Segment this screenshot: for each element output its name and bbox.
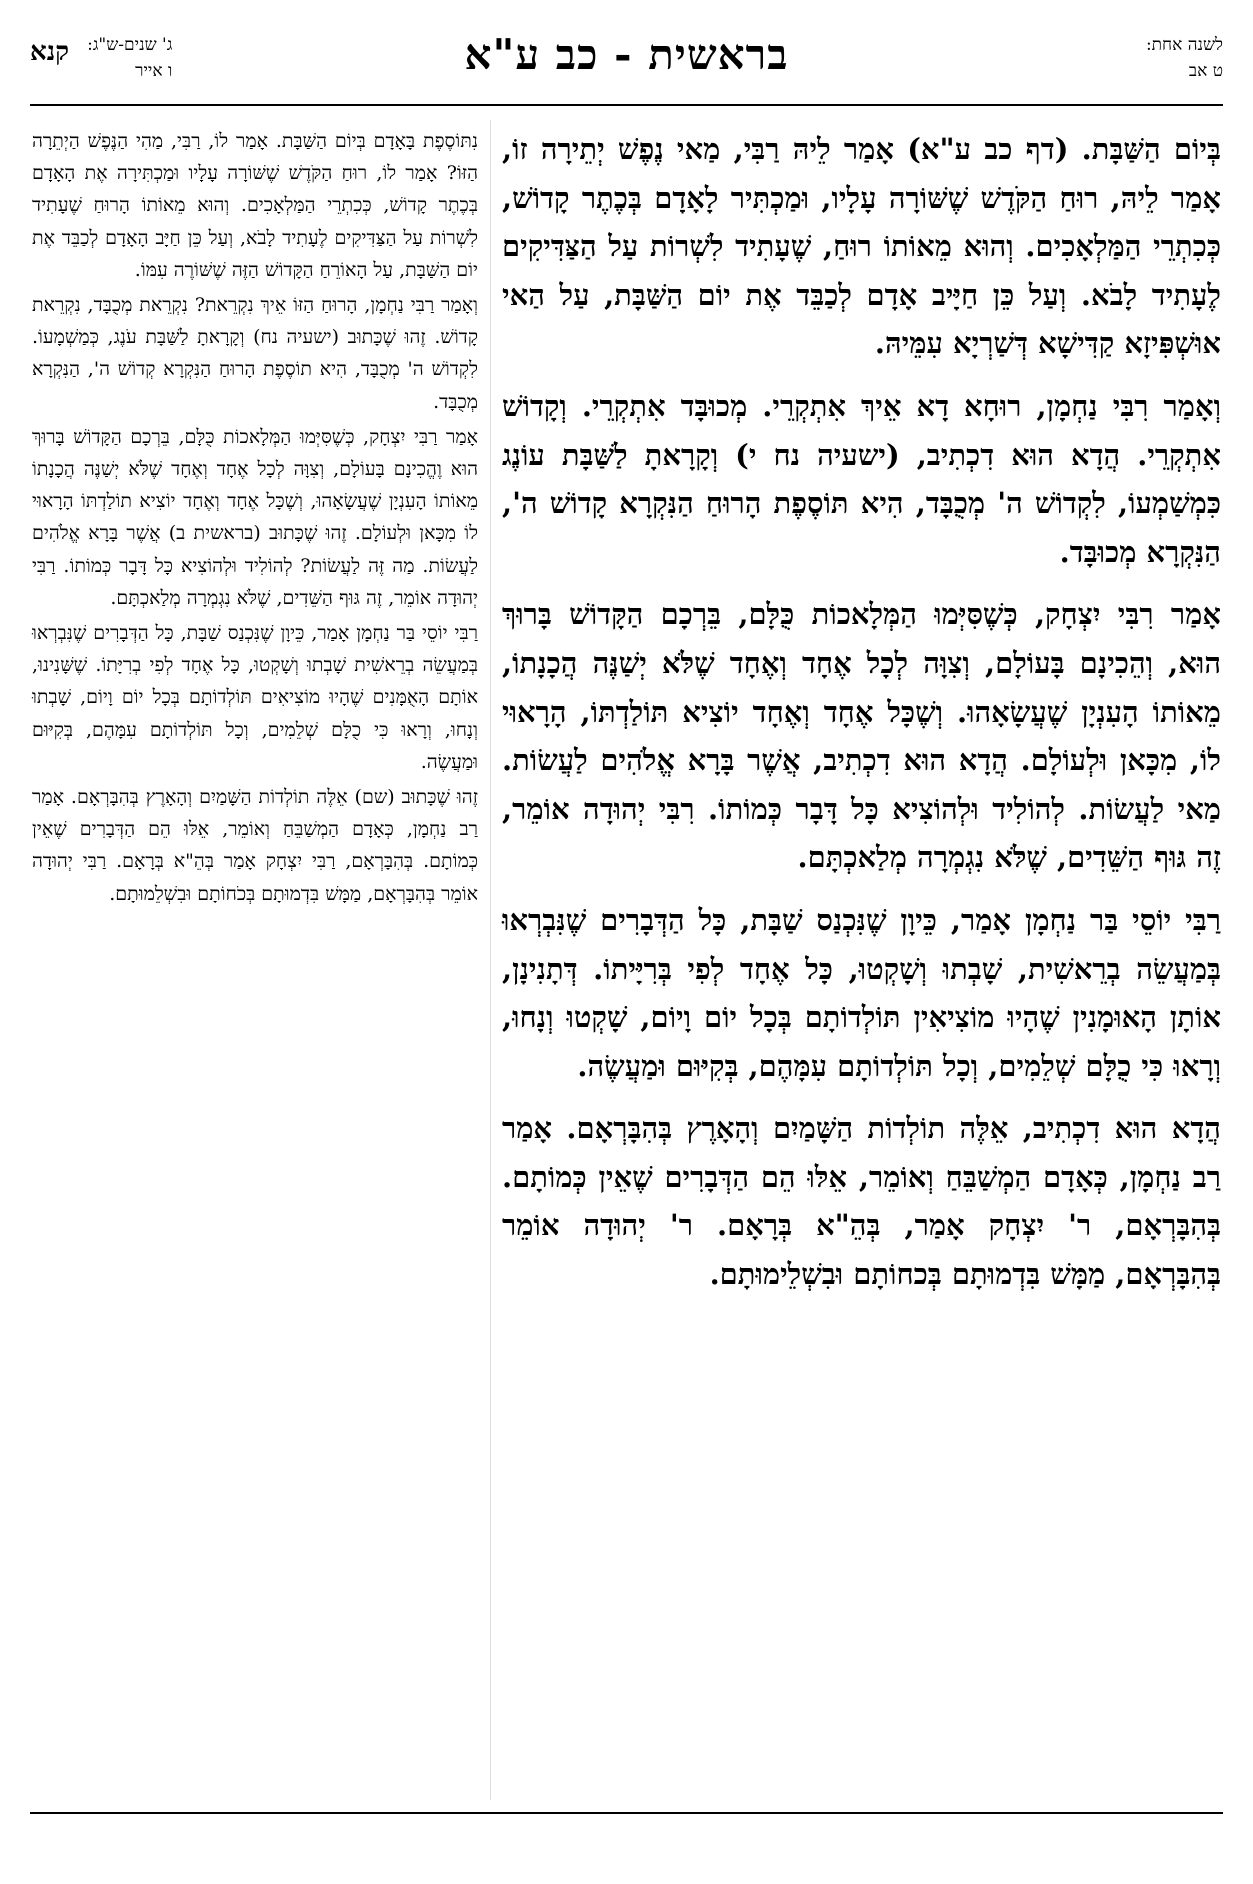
main-paragraph-3: אָמַר רִבִּי יִצְחָק, כְּשֶׁסִּיְּמוּ הַמְּלָאכוֹת כֻּלָּם, בֵּרְכָם הַקָּדוֹשׁ בָּרוּךְ הוּא, וְהֵכִינָם בָּעוֹלָם, וְצִוָּה לְכָל אֶחָד וְאֶחָד שֶׁלֹּא יְשַׁנֶּה הֲכָנָתוֹ, מֵאוֹתוֹ הָעִנְיָן שֶׁעֲשָׂאָהוּ. וְשֶׁכָּל אֶחָד וְאֶחָד יוֹצִיא תּוֹלַדְתּוֹ, הָרָאוּי לוֹ, מִכָּאן וּלְעוֹלָם. הֲדָא הוּא דִכְתִיב, אֲשֶׁר בָּרָא אֱלֹהִים לַעֲשׂוֹת. מַאי לַעֲשׂוֹת. לְהוֹלִיד וּלְהוֹצִיא כָּל דָּבָר כְּמוֹתוֹ. רִבִּי יְהוּדָה אוֹמֵר, זֶה גּוּף הַשֵּׁדִים, שֶׁלֹּא נִגְמְרָה מְלַאכְתָּם. (502, 597, 1221, 875)
main-paragraph-2: וְאָמַר רִבִּי נַחְמָן, רוּחָא דָא אֵיךְ אִתְקְרֵי. מְכוּבָּד אִתְקְרֵי. וְקָדוֹשׁ אִתְקְרֵי. הֲדָא הוּא דִכְתִיב, (ישעיה נח י) וְקָרָאתָ לַשַּׁבָּת עוֹנֶג כִּמְשַׁמְעוֹ, לִקְדוֹשׁ ה' מְכֻבָּד, הִיא תּוֹסֶפֶת הָרוּחַ הַנִּקְרָא קָדוֹשׁ ה', הַנִּקְרָא מְכוּבָּד. (502, 388, 1221, 569)
study-schedule-three-year (87, 32, 172, 84)
main-paragraph-4: רַבִּי יוֹסֵי בַּר נַחְמָן אָמַר, כֵּיוָן שֶׁנִּכְנַס שַׁבָּת, כָּל הַדְּבָרִים שֶׁנִּבְרְאוּ בְּמַעֲשֵׂה בְרֵאשִׁית, שָׁבְתוּ וְשָׁקְטוּ, כָּל אֶחָד לְפִי בְּרִיָּיתוֹ. דְּתָנִינָן, אוֹתָן הָאוּמָנִין שֶׁהָיוּ מוֹצִיאִין תּוֹלְדוֹתָם בְּכָל יוֹם וָיוֹם, שָׁקְטוּ וְנָחוּ, וְרָאוּ כִּי כֻלָּם שְׁלֵמִים, וְכָל תּוֹלְדוֹתָם עִמָּהֶם, בְּקִיּוּם וּמַעֲשֶׂה. (502, 902, 1221, 1083)
page-title: בראשית - כב ע"א (464, 30, 789, 79)
main-paragraph-5: הֲדָא הוּא דִכְתִיב, אֵלֶּה תוֹלְדוֹת הַשָּׁמַיִם וְהָאָרֶץ בְּהִבָּרְאָם. אָמַר רַב נַחְמָן, כְּאָדָם הַמְשַׁבֵּחַ וְאוֹמֵר, אֵלּוּ הֵם הַדְּבָרִים שֶׁאֵין כְּמוֹתָם. בְּהִבָּרְאָם, ר' יִצְחָק אָמַר, בְּהֵ"א בְּרָאָם. ר' יְהוּדָה אוֹמֵר בְּהִבָּרְאָם, מַמָּשׁ בִּדְמוּתָם בְּכחוֹתָם וּבִשְׁלֵימוּתָם. (502, 1111, 1221, 1292)
page-number: קנא (30, 37, 70, 67)
page-header (30, 22, 1223, 96)
side-paragraph-1: נִתּוֹסֶפֶת בָּאָדָם בְּיוֹם הַשַּׁבָּת. אָמַר לוֹ, רַבִּי, מַהִי הַנֶּפֶשׁ הַיְתֵרָה הַזּוֹ? אָמַר לוֹ, רוּחַ הַקֹּדֶשׁ שֶׁשּׁוֹרָה עָלָיו וּמַכְתִּירָה אֶת הָאָדָם בְּכֶתֶר קָדוֹשׁ, כְּכִתְרֵי הַמַּלְאָכִים. וְהוּא מֵאוֹתוֹ הָרוּחַ שֶׁעָתִיד לִשְׁרוֹת עַל הַצַּדִּיקִים לֶעָתִיד לָבֹא, וְעַל כֵּן חַיָּב הָאָדָם לְכַבֵּד אֶת יוֹם הַשַּׁבָּת, עַל הָאוֹרֵחַ הַקָּדוֹשׁ הַזֶּה שֶׁשּׁוֹרֶה עִמּוֹ. (32, 130, 478, 281)
side-paragraph-2: וְאָמַר רַבִּי נַחְמָן, הָרוּחַ הַזּוֹ אֵיךְ נִקְרֵאת? נִקְרֵאת מְכֻבָּד, נִקְרֵאת קָדוֹשׁ. זֶהוּ שֶׁכָּתוּב (ישעיה נח) וְקָרָאתָ לַשַּׁבָּת עֹנֶג, כְּמַשְׁמָעוֹ. לִקְדוֹשׁ ה' מְכֻבָּד, הִיא תוֹסֶפֶת הָרוּחַ הַנִּקְרָא קְדוֹשׁ ה', הַנִּקְרָא מְכֻבָּד. (32, 294, 478, 413)
main-text-column (502, 125, 1221, 1313)
schedule-label-3y: ג' שנים-ש"ג: (87, 35, 173, 55)
header-rule (30, 104, 1223, 106)
side-paragraph-3: אָמַר רַבִּי יִצְחָק, כְּשֶׁסִּיְּמוּ הַמְּלָאכוֹת כֻּלָּם, בֵּרְכָם הַקָּדוֹשׁ בָּרוּךְ הוּא וֶהֱכִינָם בָּעוֹלָם, וְצִוָּה לְכָל אֶחָד וְאֶחָד שֶׁלֹּא יְשַׁנֶּה הֲכָנָתוֹ מֵאוֹתוֹ הָעִנְיָן שֶׁעֲשָׂאָהוּ, וְשֶׁכָּל אֶחָד וְאֶחָד יוֹצִיא תוֹלַדְתּוֹ הָרָאוּי לוֹ מִכָּאן וּלְעוֹלָם. זֶהוּ שֶׁכָּתוּב (בראשית ב) אֲשֶׁר בָּרָא אֱלֹהִים לַעֲשׂוֹת. מַה זֶּה לַעֲשׂוֹת? לְהוֹלִיד וּלְהוֹצִיא כָּל דָּבָר כְּמוֹתוֹ. רַבִּי יְהוּדָה אוֹמֵר, זֶה גּוּף הַשֵּׁדִים, שֶׁלֹּא נִגְמְרָה מְלַאכְתָּם. (32, 425, 478, 609)
header-left-block (30, 32, 172, 84)
schedule-date-3y: ו אייר (135, 61, 173, 81)
translation-column (32, 125, 478, 913)
schedule-label: לשנה אחת: (1145, 35, 1223, 55)
main-paragraph-1: בְּיוֹם הַשַּׁבָּת. (דף כב ע"א) אָמַר לֵיהּ רַבִּי, מַאי נֶפֶשׁ יְתֵירָה זוֹ, אָמַר לֵיהּ, רוּחַ הַקֹּדֶשׁ שֶׁשּׁוֹרָה עָלָיו, וּמַכְתִּיר לָאָדָם בְּכֶתֶר קָדוֹשׁ, כְּכִתְרֵי הַמַּלְאָכִים. וְהוּא מֵאוֹתוֹ רוּחַ, שֶׁעָתִיד לִשְׁרוֹת עַל הַצַּדִּיקִים לֶעָתִיד לָבֹא. וְעַל כֵּן חַיָּיב אָדָם לְכַבֵּד אֶת יוֹם הַשַּׁבָּת, עַל הַאי אוּשְׁפִּיזָא קַדִּישָׁא דְּשַׁרְיָא עִמֵּיהּ. (502, 132, 1221, 361)
side-paragraph-5: זֶהוּ שֶׁכָּתוּב (שם) אֵלֶּה תוֹלְדוֹת הַשָּׁמַיִם וְהָאָרֶץ בְּהִבָּרְאָם. אָמַר רַב נַחְמָן, כְּאָדָם הַמְשַׁבֵּחַ וְאוֹמֵר, אֵלּוּ הֵם הַדְּבָרִים שֶׁאֵין כְּמוֹתָם. בְּהִבָּרְאָם, רַבִּי יִצְחָק אָמַר בְּהֵ"א בְּרָאָם. רַבִּי יְהוּדָה אוֹמֵר בְּהִבָּרְאָם, מַמָּשׁ בִּדְמוּתָם בְּכֹחוֹתָם וּבִשְׁלֵמוּתָם. (32, 786, 478, 905)
footer-rule (30, 1812, 1223, 1814)
side-paragraph-4: רַבִּי יוֹסֵי בַּר נַחְמָן אָמַר, כֵּיוָן שֶׁנִּכְנַס שַׁבָּת, כָּל הַדְּבָרִים שֶׁנִּבְרְאוּ בְּמַעֲשֵׂה בְרֵאשִׁית שָׁבְתוּ וְשָׁקְטוּ, כָּל אֶחָד לְפִי בְרִיָּתוֹ. שֶׁשָּׁנִינוּ, אוֹתָם הָאֻמָּנִים שֶׁהָיוּ מוֹצִיאִים תּוֹלְדוֹתָם בְּכָל יוֹם וָיוֹם, שָׁבְתוּ וְנָחוּ, וְרָאוּ כִּי כֻלָּם שְׁלֵמִים, וְכָל תּוֹלְדוֹתָם עִמָּהֶם, בְּקִיּוּם וּמַעֲשֶׂה. (32, 622, 478, 773)
schedule-date: ט אב (1188, 61, 1223, 81)
column-divider (490, 120, 491, 1800)
